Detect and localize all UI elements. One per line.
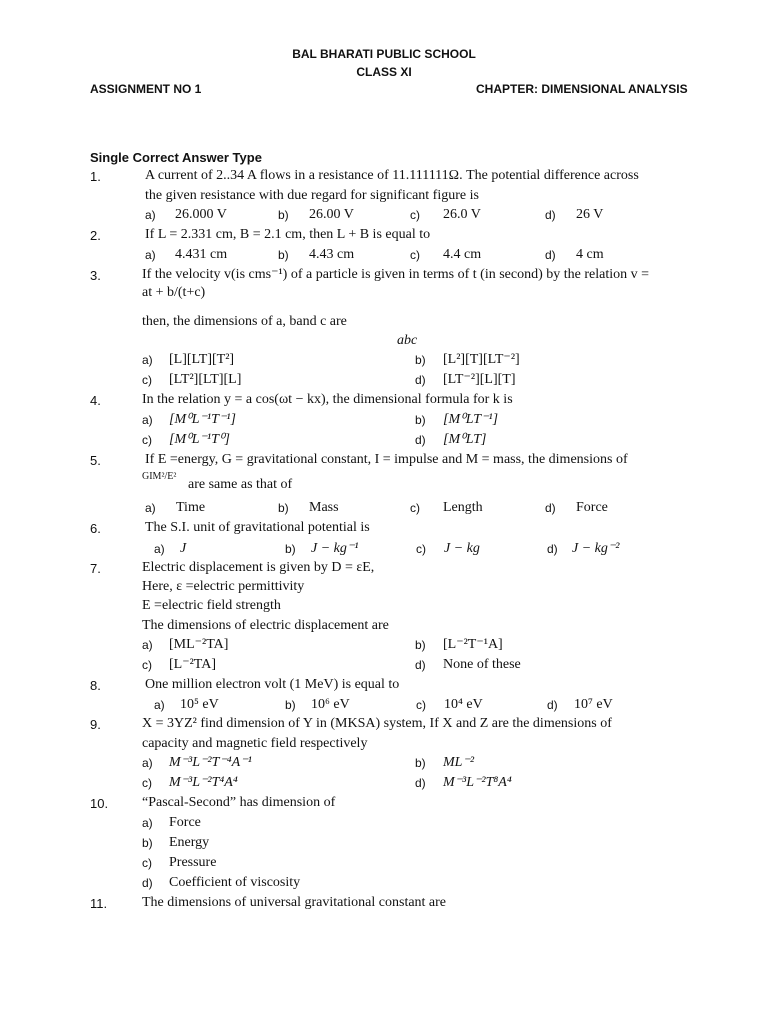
question-number: 2.	[90, 228, 101, 243]
option-label: b)	[278, 248, 289, 262]
question-text-line: Electric displacement is given by D = εE,	[142, 560, 375, 575]
question-number: 10.	[90, 796, 109, 811]
option-text: ML⁻²	[443, 755, 475, 770]
option-label: a)	[142, 756, 153, 770]
question-number: 4.	[90, 393, 101, 408]
option-label: b)	[142, 836, 153, 850]
question-number: 6.	[90, 521, 101, 536]
option-label: b)	[415, 756, 426, 770]
option-text: J	[180, 541, 187, 556]
question-number: 11.	[90, 896, 108, 911]
option-label: c)	[410, 501, 420, 515]
option-label: c)	[410, 208, 420, 222]
question-text-line: One million electron volt (1 MeV) is equal to	[145, 677, 400, 692]
option-text: J − kg	[444, 541, 480, 556]
option-label: c)	[142, 433, 152, 447]
option-label: d)	[415, 373, 426, 387]
option-label: d)	[545, 501, 556, 515]
question-text-line: If the velocity v(is cms⁻¹) of a particle is given in terms of t (in second) by the relation v =	[142, 267, 650, 282]
option-text: 4 cm	[576, 247, 604, 262]
question-text-line: abc	[397, 333, 418, 348]
option-label: c)	[410, 248, 420, 262]
option-text: Force	[169, 815, 201, 830]
option-label: c)	[416, 542, 426, 556]
question-text-line: “Pascal-Second” has dimension of	[142, 795, 336, 810]
option-text: None of these	[443, 657, 521, 672]
question-number: 5.	[90, 453, 101, 468]
option-label: d)	[547, 542, 558, 556]
option-label: a)	[154, 698, 165, 712]
option-label: a)	[142, 816, 153, 830]
option-text: M⁻³L⁻²T⁻⁴A⁻¹	[169, 755, 252, 770]
option-text: M⁻³L⁻²T⁴A⁴	[169, 775, 238, 790]
option-label: a)	[145, 501, 156, 515]
option-text: 10⁷ eV	[574, 697, 613, 712]
option-label: a)	[145, 248, 156, 262]
option-text: [L⁻²TA]	[169, 657, 217, 672]
option-text: J − kg⁻²	[572, 541, 620, 556]
option-text: [ML⁻²TA]	[169, 637, 229, 652]
option-label: a)	[142, 353, 153, 367]
option-text: 10⁴ eV	[444, 697, 483, 712]
option-text: Time	[176, 500, 206, 515]
option-label: d)	[142, 876, 153, 890]
question-text-line: The S.I. unit of gravitational potential is	[145, 520, 370, 535]
option-label: d)	[415, 776, 426, 790]
question-text-line: capacity and magnetic field respectively	[142, 736, 368, 751]
question-text-line: In the relation y = a cos(ωt − kx), the dimensional formula for k is	[142, 392, 513, 407]
question-text-line: Here, ε =electric permittivity	[142, 579, 305, 594]
school-name: BAL BHARATI PUBLIC SCHOOL	[292, 47, 476, 61]
option-text: 26.00 V	[309, 207, 354, 222]
question-text-line: are same as that of	[188, 477, 293, 492]
question-text-line: If E =energy, G = gravitational constant, I = impulse and M = mass, the dimensions of	[145, 452, 628, 467]
option-label: d)	[545, 208, 556, 222]
option-text: M⁻³L⁻²T⁸A⁴	[443, 775, 512, 790]
option-label: c)	[142, 776, 152, 790]
option-text: Energy	[169, 835, 210, 850]
option-text: [LT²][LT][L]	[169, 372, 242, 387]
option-text: 26 V	[576, 207, 604, 222]
section-title: Single Correct Answer Type	[90, 150, 262, 165]
question-text-line: If L = 2.331 cm, B = 2.1 cm, then L + B is equal to	[145, 227, 431, 242]
class-name: CLASS XI	[356, 65, 412, 79]
option-label: a)	[154, 542, 165, 556]
chapter-title: CHAPTER: DIMENSIONAL ANALYSIS	[476, 82, 688, 96]
option-label: c)	[142, 373, 152, 387]
option-text: 26.0 V	[443, 207, 481, 222]
option-text: [LT⁻²][L][T]	[443, 372, 516, 387]
question-number: 1.	[90, 169, 101, 184]
option-text: [L²][T][LT⁻²]	[443, 352, 520, 367]
option-text: 4.4 cm	[443, 247, 482, 262]
option-text: 26.000 V	[175, 207, 227, 222]
option-label: b)	[285, 698, 296, 712]
option-label: d)	[415, 433, 426, 447]
option-text: 4.43 cm	[309, 247, 355, 262]
question-text-line: E =electric field strength	[142, 598, 281, 613]
option-label: d)	[415, 658, 426, 672]
option-text: [L][LT][T²]	[169, 352, 235, 367]
question-text-line: The dimensions of universal gravitational constant are	[142, 895, 447, 910]
option-text: [M⁰L⁻¹T⁻¹]	[169, 412, 236, 427]
option-label: c)	[142, 658, 152, 672]
option-text: Pressure	[169, 855, 217, 870]
option-text: Length	[443, 500, 483, 515]
option-text: [L⁻²T⁻¹A]	[443, 637, 503, 652]
option-text: Coefficient of viscosity	[169, 875, 301, 890]
option-label: a)	[142, 413, 153, 427]
option-label: a)	[142, 638, 153, 652]
option-label: d)	[545, 248, 556, 262]
option-label: b)	[415, 638, 426, 652]
option-label: c)	[416, 698, 426, 712]
assignment-number: ASSIGNMENT NO 1	[90, 82, 202, 96]
option-label: d)	[547, 698, 558, 712]
option-label: b)	[415, 413, 426, 427]
question-text-line: The dimensions of electric displacement are	[142, 618, 389, 633]
option-text: 10⁶ eV	[311, 697, 350, 712]
option-label: b)	[278, 501, 289, 515]
option-label: b)	[285, 542, 296, 556]
question-number: 8.	[90, 678, 101, 693]
option-label: b)	[278, 208, 289, 222]
option-label: b)	[415, 353, 426, 367]
question-number: 3.	[90, 268, 101, 283]
option-text: 10⁵ eV	[180, 697, 219, 712]
question-number: 7.	[90, 561, 101, 576]
question-text-line: then, the dimensions of a, band c are	[142, 314, 347, 329]
option-text: Mass	[309, 500, 339, 515]
question-text-line: A current of 2..34 A flows in a resistance of 11.111111Ω. The potential difference across	[145, 168, 639, 183]
option-text: 4.431 cm	[175, 247, 228, 262]
option-text: [M⁰LT]	[443, 432, 487, 447]
option-text: [M⁰LT⁻¹]	[443, 412, 499, 427]
question-text-line: GIM²/E²	[142, 471, 177, 482]
question-number: 9.	[90, 717, 101, 732]
option-label: c)	[142, 856, 152, 870]
question-text-line: the given resistance with due regard for significant figure is	[145, 188, 479, 203]
option-label: a)	[145, 208, 156, 222]
option-text: [M⁰L⁻¹T⁰]	[169, 432, 230, 447]
option-text: Force	[576, 500, 608, 515]
question-text-line: at + b/(t+c)	[142, 285, 206, 300]
question-text-line: X = 3YZ² find dimension of Y in (MKSA) system, If X and Z are the dimensions of	[142, 716, 612, 731]
option-text: J − kg⁻¹	[311, 541, 359, 556]
